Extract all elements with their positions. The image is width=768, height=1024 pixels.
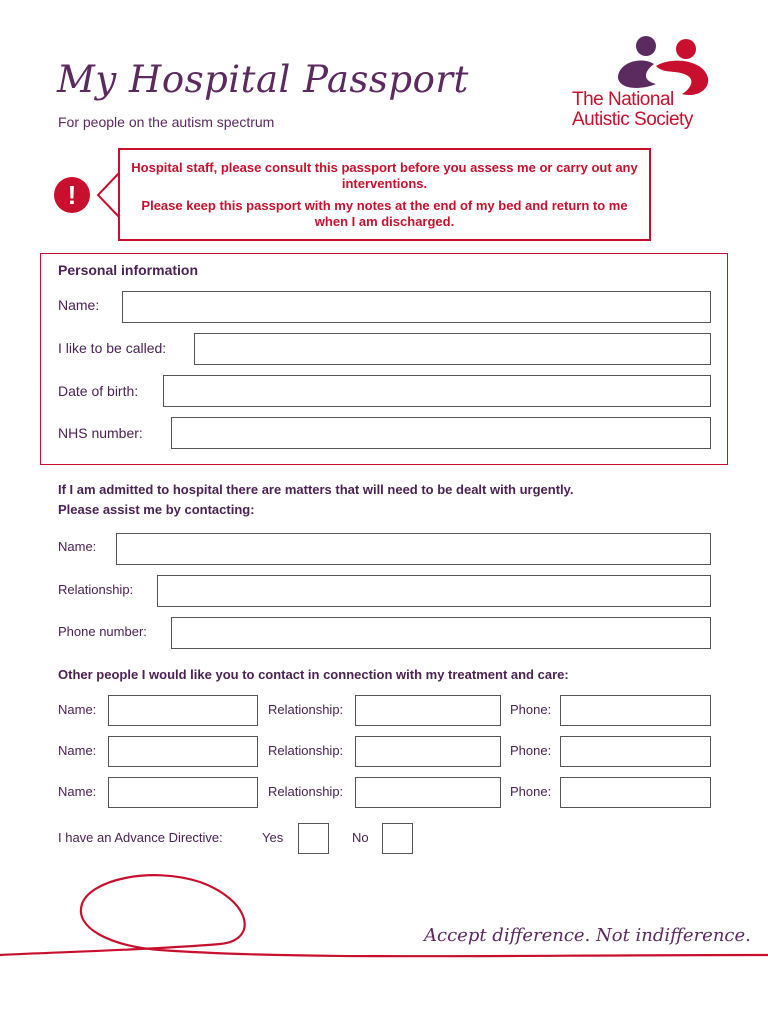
urgent-name-field[interactable] (116, 533, 711, 565)
personal-info-heading: Personal information (58, 262, 199, 278)
no-checkbox[interactable] (382, 823, 413, 854)
others-relationship-label: Relationship: (268, 702, 344, 717)
others-relationship-field[interactable] (355, 736, 501, 767)
alert-line-2: Please keep this passport with my notes at the end of my bed and return to me when I am discharged. (141, 198, 628, 229)
yes-label: Yes (262, 830, 284, 845)
others-name-label: Name: (58, 784, 97, 799)
called-field[interactable] (194, 333, 711, 365)
name-field[interactable] (122, 291, 711, 323)
nhs-field[interactable] (171, 417, 711, 449)
others-phone-label: Phone: (510, 743, 552, 758)
others-relationship-field[interactable] (355, 777, 501, 808)
others-heading: Other people I would like you to contact in connection with my treatment and care: (58, 667, 569, 682)
others-phone-label: Phone: (510, 702, 552, 717)
called-label: I like to be called: (58, 340, 167, 356)
no-label: No (352, 830, 369, 845)
others-name-field[interactable] (108, 736, 258, 767)
logo-line-1: The National (572, 89, 674, 110)
yes-checkbox[interactable] (298, 823, 329, 854)
others-name-label: Name: (58, 702, 97, 717)
page-subtitle: For people on the autism spectrum (58, 114, 275, 130)
logo-text (572, 90, 693, 130)
page-title: My Hospital Passport (57, 58, 469, 101)
dob-field[interactable] (163, 375, 711, 407)
alert-line-1: Hospital staff, please consult this passport before you assess me or carry out any interventions. (131, 160, 638, 191)
name-label: Name: (58, 297, 100, 313)
others-relationship-label: Relationship: (268, 743, 344, 758)
urgent-phone-label: Phone number: (58, 624, 147, 639)
others-relationship-field[interactable] (355, 695, 501, 726)
others-phone-field[interactable] (560, 695, 711, 726)
urgent-line-2: Please assist me by contacting: (58, 502, 255, 517)
alert-box (118, 148, 651, 241)
dob-label: Date of birth: (58, 383, 139, 399)
others-relationship-label: Relationship: (268, 784, 344, 799)
others-phone-field[interactable] (560, 777, 711, 808)
urgent-relationship-field[interactable] (157, 575, 711, 607)
others-phone-label: Phone: (510, 784, 552, 799)
exclamation-icon: ! (54, 177, 90, 213)
others-name-field[interactable] (108, 777, 258, 808)
urgent-relationship-label: Relationship: (58, 582, 134, 597)
urgent-line-1: If I am admitted to hospital there are matters that will need to be dealt with urgently. (58, 482, 574, 497)
footer-tagline: Accept difference. Not indifference. (424, 925, 751, 946)
urgent-name-label: Name: (58, 539, 97, 554)
nhs-label: NHS number: (58, 425, 143, 441)
others-phone-field[interactable] (560, 736, 711, 767)
logo-line-2: Autistic Society (572, 109, 693, 130)
ribbon-swirl-icon (0, 860, 768, 970)
others-name-field[interactable] (108, 695, 258, 726)
others-name-label: Name: (58, 743, 97, 758)
urgent-phone-field[interactable] (171, 617, 711, 649)
advance-directive-label: I have an Advance Directive: (58, 830, 223, 845)
